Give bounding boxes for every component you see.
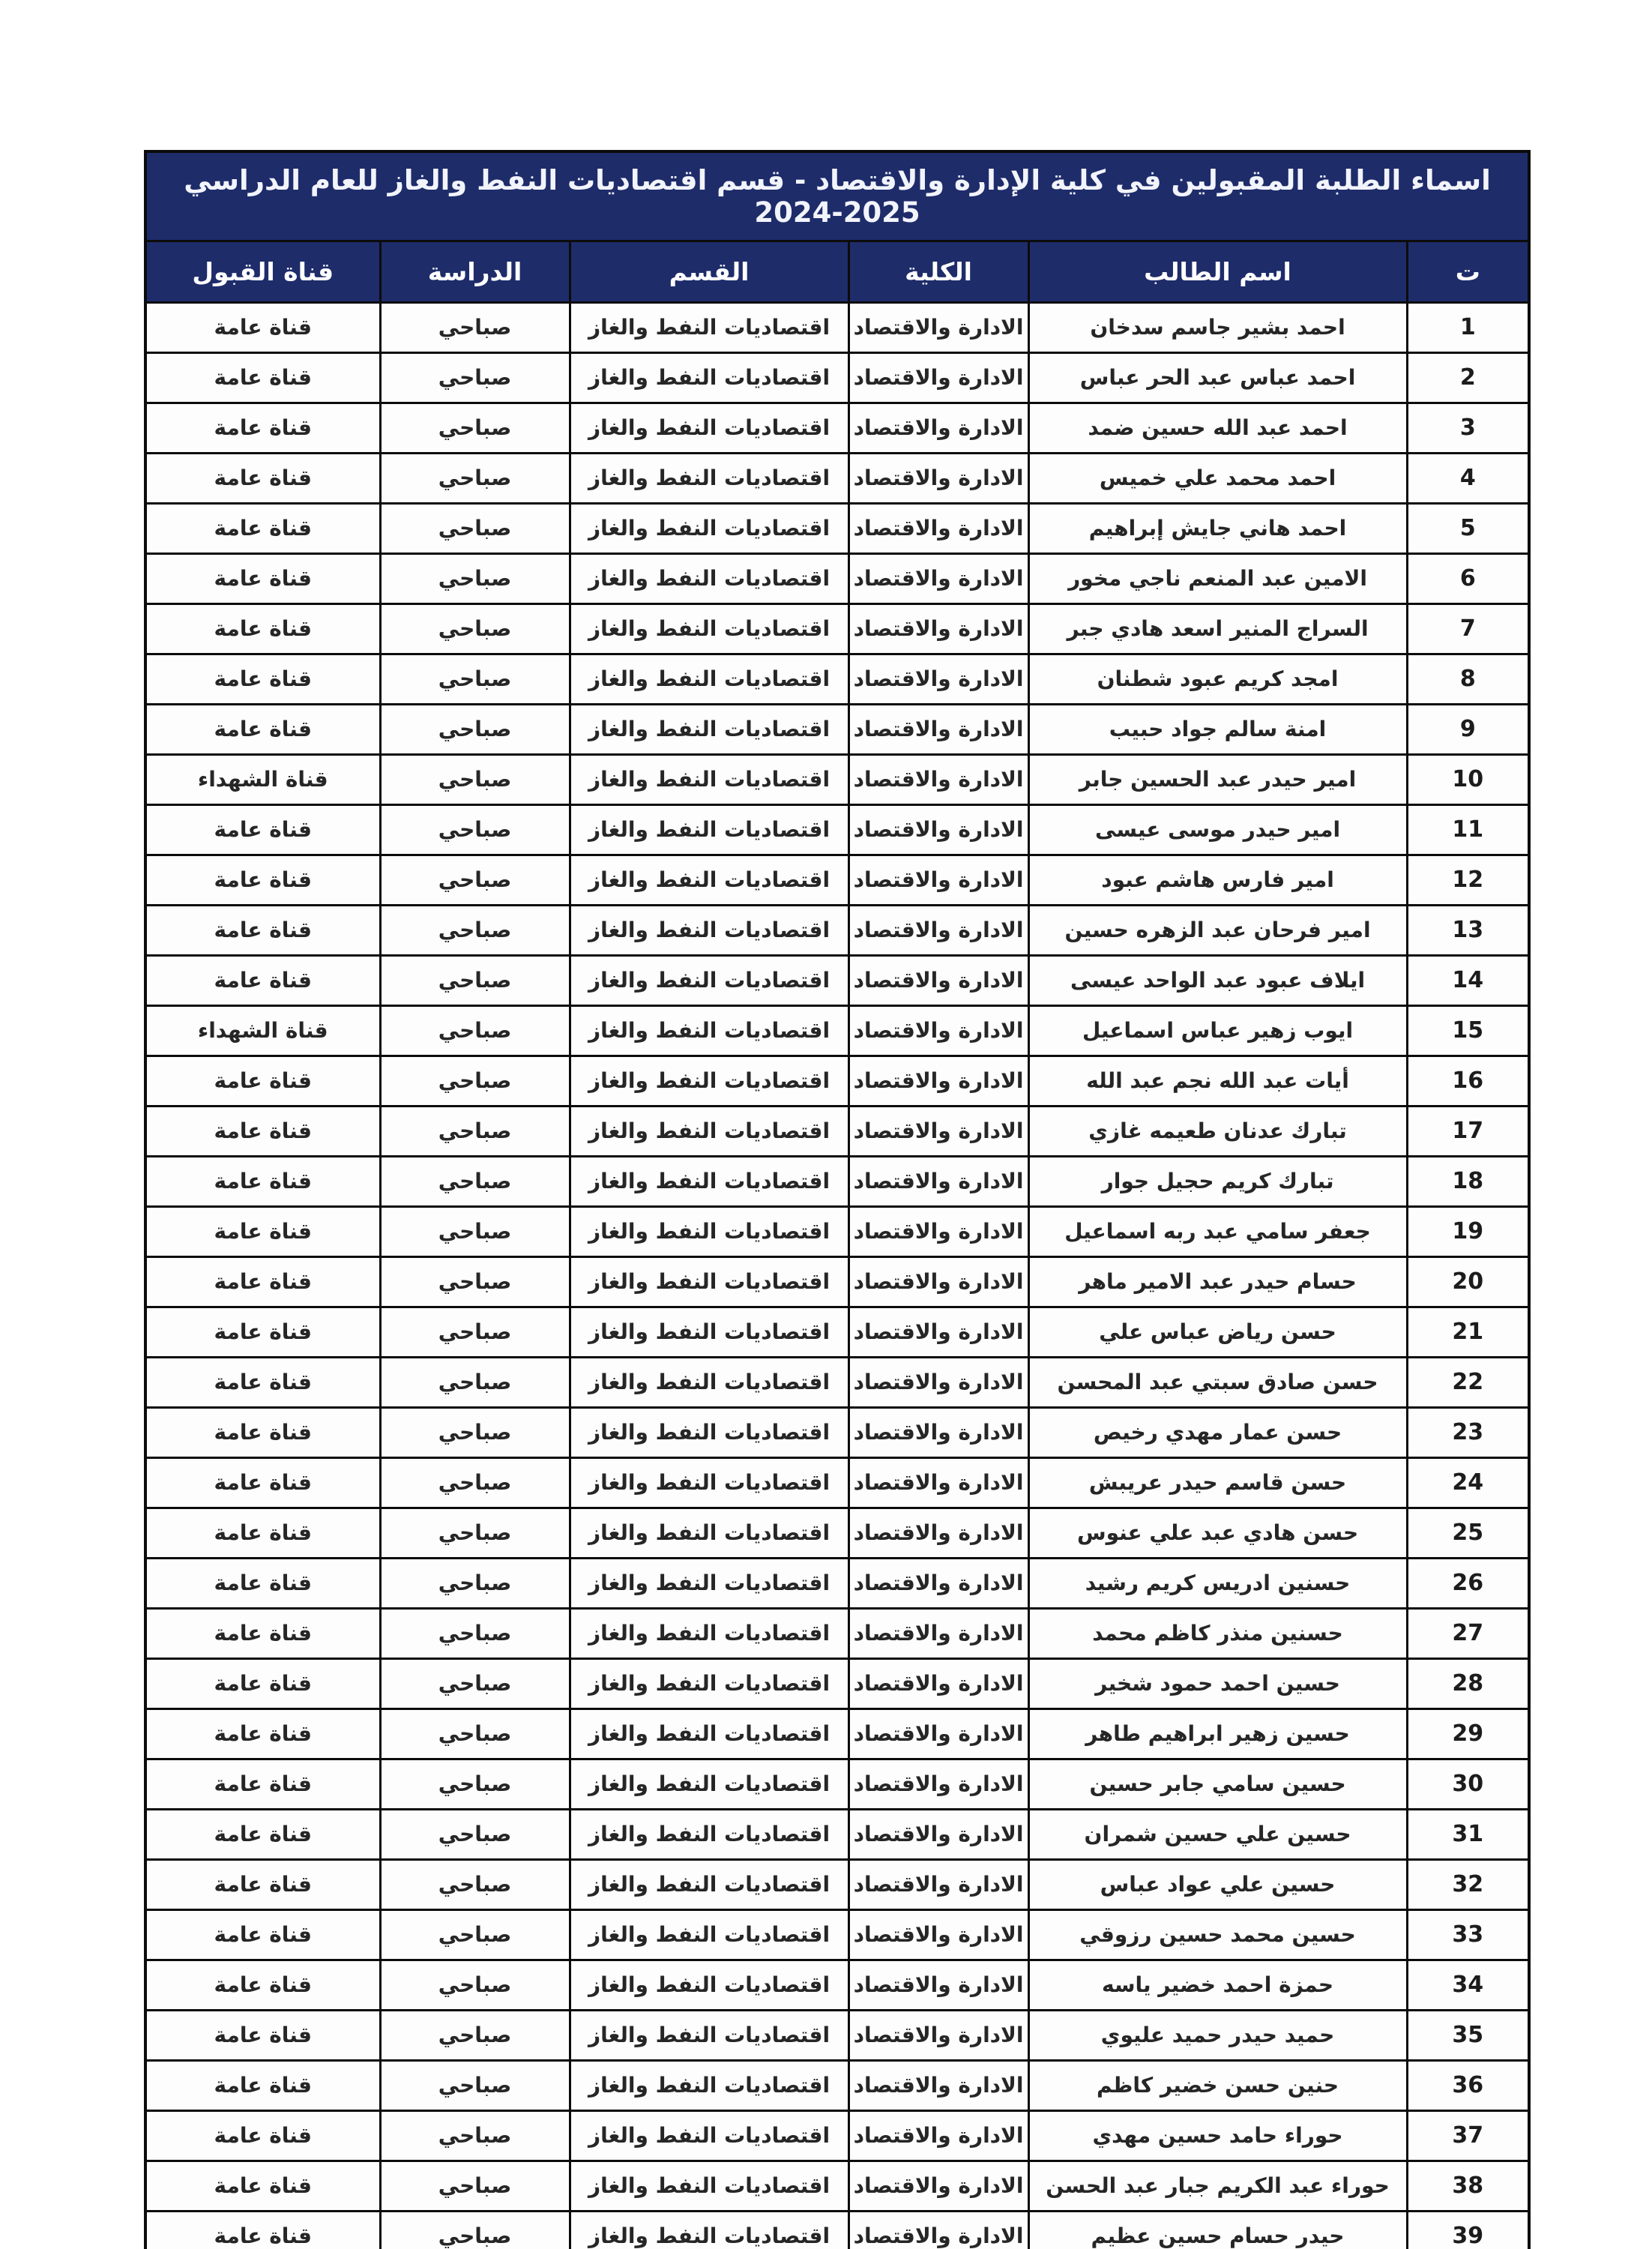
- col-header-student-name: اسم الطالب: [1028, 241, 1407, 303]
- table-row: [145, 504, 1529, 554]
- row-number-cell: 33: [1407, 1910, 1529, 1960]
- table-row: [145, 1910, 1529, 1960]
- row-number-cell: 5: [1407, 504, 1529, 554]
- student-name-cell: احمد عباس عبد الحر عباس: [1028, 353, 1407, 403]
- student-name-cell: ايلاف عبود عبد الواحد عيسى: [1028, 956, 1407, 1006]
- table-row: [145, 1709, 1529, 1759]
- table-row: [145, 1810, 1529, 1860]
- table-row: [145, 855, 1529, 906]
- admission-channel-cell: قناة عامة: [145, 1458, 380, 1508]
- student-name-cell: امجد كريم عبود شطنان: [1028, 654, 1407, 705]
- row-number-cell: 24: [1407, 1458, 1529, 1508]
- college-cell: الادارة والاقتصاد: [848, 1408, 1028, 1458]
- student-name-cell: حسين زهير ابراهيم طاهر: [1028, 1709, 1407, 1759]
- study-cell: صباحي: [380, 1810, 570, 1860]
- table-row: [145, 1408, 1529, 1458]
- department-cell: اقتصاديات النفط والغاز: [570, 1659, 848, 1709]
- table-row: [145, 705, 1529, 755]
- table-row: [145, 2061, 1529, 2111]
- header-row: [145, 241, 1529, 303]
- admission-channel-cell: قناة عامة: [145, 956, 380, 1006]
- study-cell: صباحي: [380, 1759, 570, 1810]
- department-cell: اقتصاديات النفط والغاز: [570, 705, 848, 755]
- department-cell: اقتصاديات النفط والغاز: [570, 1157, 848, 1207]
- table-row: [145, 1107, 1529, 1157]
- college-cell: الادارة والاقتصاد: [848, 2061, 1028, 2111]
- row-number-cell: 14: [1407, 956, 1529, 1006]
- admission-channel-cell: قناة عامة: [145, 1860, 380, 1910]
- department-cell: اقتصاديات النفط والغاز: [570, 1508, 848, 1559]
- table-row: [145, 1157, 1529, 1207]
- table-row: [145, 956, 1529, 1006]
- row-number-cell: 6: [1407, 554, 1529, 604]
- admission-channel-cell: قناة عامة: [145, 604, 380, 654]
- student-name-cell: حسنين ادريس كريم رشيد: [1028, 1559, 1407, 1609]
- college-cell: الادارة والاقتصاد: [848, 1860, 1028, 1910]
- table-row: [145, 604, 1529, 654]
- admission-channel-cell: قناة عامة: [145, 2212, 380, 2249]
- row-number-cell: 28: [1407, 1659, 1529, 1709]
- table-row: [145, 2212, 1529, 2249]
- admission-channel-cell: قناة عامة: [145, 1107, 380, 1157]
- college-cell: الادارة والاقتصاد: [848, 1358, 1028, 1408]
- student-name-cell: حسن قاسم حيدر عريبش: [1028, 1458, 1407, 1508]
- admission-channel-cell: قناة عامة: [145, 1910, 380, 1960]
- department-cell: اقتصاديات النفط والغاز: [570, 1910, 848, 1960]
- table-row: [145, 1759, 1529, 1810]
- study-cell: صباحي: [380, 1257, 570, 1307]
- study-cell: صباحي: [380, 1508, 570, 1559]
- student-name-cell: حسن صادق سبتي عبد المحسن: [1028, 1358, 1407, 1408]
- student-name-cell: احمد عبد الله حسين ضمد: [1028, 403, 1407, 454]
- study-cell: صباحي: [380, 755, 570, 805]
- table-row: [145, 1207, 1529, 1257]
- row-number-cell: 18: [1407, 1157, 1529, 1207]
- admission-channel-cell: قناة عامة: [145, 654, 380, 705]
- student-name-cell: تبارك عدنان طعيمه غازي: [1028, 1107, 1407, 1157]
- department-cell: اقتصاديات النفط والغاز: [570, 805, 848, 855]
- department-cell: اقتصاديات النفط والغاز: [570, 2212, 848, 2249]
- department-cell: اقتصاديات النفط والغاز: [570, 1559, 848, 1609]
- college-cell: الادارة والاقتصاد: [848, 1307, 1028, 1358]
- student-name-cell: حسن هادي عبد علي عنوس: [1028, 1508, 1407, 1559]
- department-cell: اقتصاديات النفط والغاز: [570, 1860, 848, 1910]
- study-cell: صباحي: [380, 1709, 570, 1759]
- study-cell: صباحي: [380, 1458, 570, 1508]
- study-cell: صباحي: [380, 805, 570, 855]
- admission-channel-cell: قناة عامة: [145, 403, 380, 454]
- college-cell: الادارة والاقتصاد: [848, 1910, 1028, 1960]
- study-cell: صباحي: [380, 2061, 570, 2111]
- college-cell: الادارة والاقتصاد: [848, 1810, 1028, 1860]
- row-number-cell: 29: [1407, 1709, 1529, 1759]
- admission-channel-cell: قناة الشهداء: [145, 1006, 380, 1056]
- row-number-cell: 3: [1407, 403, 1529, 454]
- row-number-cell: 20: [1407, 1257, 1529, 1307]
- admission-channel-cell: قناة عامة: [145, 805, 380, 855]
- student-name-cell: امير فرحان عبد الزهره حسين: [1028, 906, 1407, 956]
- student-name-cell: حسنين منذر كاظم محمد: [1028, 1609, 1407, 1659]
- admission-channel-cell: قناة عامة: [145, 1157, 380, 1207]
- department-cell: اقتصاديات النفط والغاز: [570, 755, 848, 805]
- row-number-cell: 8: [1407, 654, 1529, 705]
- department-cell: اقتصاديات النفط والغاز: [570, 1307, 848, 1358]
- admission-channel-cell: قناة عامة: [145, 504, 380, 554]
- college-cell: الادارة والاقتصاد: [848, 2161, 1028, 2212]
- study-cell: صباحي: [380, 1910, 570, 1960]
- col-header-study: الدراسة: [380, 241, 570, 303]
- admission-channel-cell: قناة عامة: [145, 2111, 380, 2161]
- study-cell: صباحي: [380, 1307, 570, 1358]
- row-number-cell: 27: [1407, 1609, 1529, 1659]
- admission-channel-cell: قناة عامة: [145, 1408, 380, 1458]
- col-header-admission-channel: قناة القبول: [145, 241, 380, 303]
- row-number-cell: 10: [1407, 755, 1529, 805]
- row-number-cell: 34: [1407, 1960, 1529, 2011]
- student-name-cell: حسن رياض عباس علي: [1028, 1307, 1407, 1358]
- student-name-cell: حمزة احمد خضير ياسه: [1028, 1960, 1407, 2011]
- student-table-body: [145, 303, 1529, 2249]
- table-row: [145, 1056, 1529, 1107]
- college-cell: الادارة والاقتصاد: [848, 2212, 1028, 2249]
- study-cell: صباحي: [380, 504, 570, 554]
- study-cell: صباحي: [380, 554, 570, 604]
- table-row: [145, 403, 1529, 454]
- row-number-cell: 19: [1407, 1207, 1529, 1257]
- college-cell: الادارة والاقتصاد: [848, 1107, 1028, 1157]
- table-row: [145, 2011, 1529, 2061]
- student-name-cell: حسين علي حسين شمران: [1028, 1810, 1407, 1860]
- table-row: [145, 1508, 1529, 1559]
- college-cell: الادارة والاقتصاد: [848, 1609, 1028, 1659]
- student-name-cell: ايوب زهير عباس اسماعيل: [1028, 1006, 1407, 1056]
- college-cell: الادارة والاقتصاد: [848, 2111, 1028, 2161]
- admission-channel-cell: قناة عامة: [145, 2011, 380, 2061]
- study-cell: صباحي: [380, 654, 570, 705]
- student-name-cell: امير حيدر موسى عيسى: [1028, 805, 1407, 855]
- department-cell: اقتصاديات النفط والغاز: [570, 1408, 848, 1458]
- study-cell: صباحي: [380, 1157, 570, 1207]
- department-cell: اقتصاديات النفط والغاز: [570, 1759, 848, 1810]
- college-cell: الادارة والاقتصاد: [848, 1960, 1028, 2011]
- student-name-cell: امير حيدر عبد الحسين جابر: [1028, 755, 1407, 805]
- table-row: [145, 554, 1529, 604]
- department-cell: اقتصاديات النفط والغاز: [570, 554, 848, 604]
- college-cell: الادارة والاقتصاد: [848, 303, 1028, 353]
- col-header-college: الكلية: [848, 241, 1028, 303]
- college-cell: الادارة والاقتصاد: [848, 504, 1028, 554]
- table-row: [145, 805, 1529, 855]
- department-cell: اقتصاديات النفط والغاز: [570, 1358, 848, 1408]
- department-cell: اقتصاديات النفط والغاز: [570, 1056, 848, 1107]
- college-cell: الادارة والاقتصاد: [848, 855, 1028, 906]
- study-cell: صباحي: [380, 353, 570, 403]
- table-row: [145, 1860, 1529, 1910]
- student-name-cell: احمد بشير جاسم سدخان: [1028, 303, 1407, 353]
- study-cell: صباحي: [380, 2212, 570, 2249]
- student-name-cell: احمد هاني جايش إبراهيم: [1028, 504, 1407, 554]
- department-cell: اقتصاديات النفط والغاز: [570, 1458, 848, 1508]
- row-number-cell: 4: [1407, 454, 1529, 504]
- college-cell: الادارة والاقتصاد: [848, 1207, 1028, 1257]
- department-cell: اقتصاديات النفط والغاز: [570, 1006, 848, 1056]
- col-header-department: القسم: [570, 241, 848, 303]
- row-number-cell: 16: [1407, 1056, 1529, 1107]
- student-name-cell: احمد محمد علي خميس: [1028, 454, 1407, 504]
- student-name-cell: حسين علي عواد عباس: [1028, 1860, 1407, 1910]
- college-cell: الادارة والاقتصاد: [848, 755, 1028, 805]
- college-cell: الادارة والاقتصاد: [848, 1006, 1028, 1056]
- col-header-number: ت: [1407, 241, 1529, 303]
- row-number-cell: 26: [1407, 1559, 1529, 1609]
- college-cell: الادارة والاقتصاد: [848, 403, 1028, 454]
- row-number-cell: 11: [1407, 805, 1529, 855]
- admission-channel-cell: قناة عامة: [145, 1358, 380, 1408]
- table-row: [145, 755, 1529, 805]
- admission-channel-cell: قناة عامة: [145, 705, 380, 755]
- table-row: [145, 1307, 1529, 1358]
- row-number-cell: 38: [1407, 2161, 1529, 2212]
- study-cell: صباحي: [380, 1960, 570, 2011]
- row-number-cell: 21: [1407, 1307, 1529, 1358]
- row-number-cell: 30: [1407, 1759, 1529, 1810]
- admission-channel-cell: قناة عامة: [145, 1960, 380, 2011]
- admission-channel-cell: قناة عامة: [145, 1508, 380, 1559]
- row-number-cell: 13: [1407, 906, 1529, 956]
- row-number-cell: 7: [1407, 604, 1529, 654]
- department-cell: اقتصاديات النفط والغاز: [570, 1257, 848, 1307]
- admission-channel-cell: قناة عامة: [145, 1759, 380, 1810]
- department-cell: اقتصاديات النفط والغاز: [570, 855, 848, 906]
- study-cell: صباحي: [380, 1207, 570, 1257]
- student-name-cell: حسام حيدر عبد الامير ماهر: [1028, 1257, 1407, 1307]
- row-number-cell: 2: [1407, 353, 1529, 403]
- study-cell: صباحي: [380, 855, 570, 906]
- row-number-cell: 1: [1407, 303, 1529, 353]
- college-cell: الادارة والاقتصاد: [848, 1559, 1028, 1609]
- study-cell: صباحي: [380, 1107, 570, 1157]
- study-cell: صباحي: [380, 956, 570, 1006]
- table-row: [145, 303, 1529, 353]
- study-cell: صباحي: [380, 403, 570, 454]
- table-row: [145, 454, 1529, 504]
- table-row: [145, 1559, 1529, 1609]
- table-row: [145, 1659, 1529, 1709]
- college-cell: الادارة والاقتصاد: [848, 1659, 1028, 1709]
- study-cell: صباحي: [380, 303, 570, 353]
- admission-channel-cell: قناة عامة: [145, 1307, 380, 1358]
- study-cell: صباحي: [380, 454, 570, 504]
- college-cell: الادارة والاقتصاد: [848, 454, 1028, 504]
- student-name-cell: حيدر حسام حسين عظيم: [1028, 2212, 1407, 2249]
- college-cell: الادارة والاقتصاد: [848, 956, 1028, 1006]
- student-name-cell: الامين عبد المنعم ناجي مخور: [1028, 554, 1407, 604]
- study-cell: صباحي: [380, 604, 570, 654]
- study-cell: صباحي: [380, 1609, 570, 1659]
- table-row: [145, 1257, 1529, 1307]
- table-row: [145, 2161, 1529, 2212]
- row-number-cell: 23: [1407, 1408, 1529, 1458]
- admission-channel-cell: قناة عامة: [145, 1207, 380, 1257]
- row-number-cell: 32: [1407, 1860, 1529, 1910]
- row-number-cell: 15: [1407, 1006, 1529, 1056]
- college-cell: الادارة والاقتصاد: [848, 906, 1028, 956]
- department-cell: اقتصاديات النفط والغاز: [570, 403, 848, 454]
- college-cell: الادارة والاقتصاد: [848, 353, 1028, 403]
- admission-channel-cell: قناة عامة: [145, 855, 380, 906]
- student-name-cell: حسين محمد حسين رزوقي: [1028, 1910, 1407, 1960]
- department-cell: اقتصاديات النفط والغاز: [570, 1960, 848, 2011]
- department-cell: اقتصاديات النفط والغاز: [570, 353, 848, 403]
- table-row: [145, 1960, 1529, 2011]
- table-row: [145, 654, 1529, 705]
- row-number-cell: 31: [1407, 1810, 1529, 1860]
- department-cell: اقتصاديات النفط والغاز: [570, 2011, 848, 2061]
- college-cell: الادارة والاقتصاد: [848, 1759, 1028, 1810]
- study-cell: صباحي: [380, 1006, 570, 1056]
- college-cell: الادارة والاقتصاد: [848, 1709, 1028, 1759]
- department-cell: اقتصاديات النفط والغاز: [570, 2161, 848, 2212]
- student-name-cell: أيات عبد الله نجم عبد الله: [1028, 1056, 1407, 1107]
- department-cell: اقتصاديات النفط والغاز: [570, 454, 848, 504]
- study-cell: صباحي: [380, 2161, 570, 2212]
- table-row: [145, 906, 1529, 956]
- table-row: [145, 353, 1529, 403]
- department-cell: اقتصاديات النفط والغاز: [570, 1207, 848, 1257]
- college-cell: الادارة والاقتصاد: [848, 1157, 1028, 1207]
- department-cell: اقتصاديات النفط والغاز: [570, 504, 848, 554]
- admission-channel-cell: قناة عامة: [145, 1257, 380, 1307]
- college-cell: الادارة والاقتصاد: [848, 554, 1028, 604]
- admission-channel-cell: قناة عامة: [145, 2061, 380, 2111]
- department-cell: اقتصاديات النفط والغاز: [570, 1709, 848, 1759]
- department-cell: اقتصاديات النفط والغاز: [570, 1810, 848, 1860]
- study-cell: صباحي: [380, 2111, 570, 2161]
- college-cell: الادارة والاقتصاد: [848, 1458, 1028, 1508]
- title-row: [145, 151, 1529, 241]
- row-number-cell: 9: [1407, 705, 1529, 755]
- table-row: [145, 1458, 1529, 1508]
- row-number-cell: 37: [1407, 2111, 1529, 2161]
- department-cell: اقتصاديات النفط والغاز: [570, 1609, 848, 1659]
- college-cell: الادارة والاقتصاد: [848, 1257, 1028, 1307]
- row-number-cell: 36: [1407, 2061, 1529, 2111]
- college-cell: الادارة والاقتصاد: [848, 705, 1028, 755]
- admission-channel-cell: قناة عامة: [145, 454, 380, 504]
- student-name-cell: حسن عمار مهدي رخيص: [1028, 1408, 1407, 1458]
- department-cell: اقتصاديات النفط والغاز: [570, 654, 848, 705]
- table-row: [145, 1609, 1529, 1659]
- department-cell: اقتصاديات النفط والغاز: [570, 604, 848, 654]
- study-cell: صباحي: [380, 1659, 570, 1709]
- admission-channel-cell: قناة الشهداء: [145, 755, 380, 805]
- table-row: [145, 1006, 1529, 1056]
- study-cell: صباحي: [380, 1408, 570, 1458]
- student-name-cell: حميد حيدر حميد عليوي: [1028, 2011, 1407, 2061]
- college-cell: الادارة والاقتصاد: [848, 654, 1028, 705]
- admission-channel-cell: قناة عامة: [145, 2161, 380, 2212]
- row-number-cell: 39: [1407, 2212, 1529, 2249]
- admission-channel-cell: قناة عامة: [145, 1609, 380, 1659]
- admitted-students-table: [144, 150, 1531, 2249]
- table-title: اسماء الطلبة المقبولين في كلية الإدارة والاقتصاد - قسم اقتصاديات النفط والغاز للعام الدراسي 2025-2024: [145, 151, 1529, 241]
- student-name-cell: حوراء حامد حسين مهدي: [1028, 2111, 1407, 2161]
- admission-channel-cell: قناة عامة: [145, 1709, 380, 1759]
- row-number-cell: 35: [1407, 2011, 1529, 2061]
- admission-channel-cell: قناة عامة: [145, 1056, 380, 1107]
- college-cell: الادارة والاقتصاد: [848, 604, 1028, 654]
- admission-channel-cell: قناة عامة: [145, 353, 380, 403]
- admission-channel-cell: قناة عامة: [145, 554, 380, 604]
- row-number-cell: 17: [1407, 1107, 1529, 1157]
- department-cell: اقتصاديات النفط والغاز: [570, 2111, 848, 2161]
- student-name-cell: تبارك كريم حجيل جوار: [1028, 1157, 1407, 1207]
- row-number-cell: 22: [1407, 1358, 1529, 1408]
- study-cell: صباحي: [380, 1358, 570, 1408]
- admission-channel-cell: قناة عامة: [145, 1559, 380, 1609]
- department-cell: اقتصاديات النفط والغاز: [570, 906, 848, 956]
- admission-channel-cell: قناة عامة: [145, 1659, 380, 1709]
- study-cell: صباحي: [380, 906, 570, 956]
- study-cell: صباحي: [380, 2011, 570, 2061]
- student-name-cell: جعفر سامي عبد ربه اسماعيل: [1028, 1207, 1407, 1257]
- study-cell: صباحي: [380, 1559, 570, 1609]
- row-number-cell: 25: [1407, 1508, 1529, 1559]
- student-name-cell: امنة سالم جواد حبيب: [1028, 705, 1407, 755]
- student-name-cell: حسين احمد حمود شخير: [1028, 1659, 1407, 1709]
- row-number-cell: 12: [1407, 855, 1529, 906]
- admission-channel-cell: قناة عامة: [145, 906, 380, 956]
- student-name-cell: السراج المنير اسعد هادي جبر: [1028, 604, 1407, 654]
- study-cell: صباحي: [380, 1056, 570, 1107]
- department-cell: اقتصاديات النفط والغاز: [570, 2061, 848, 2111]
- study-cell: صباحي: [380, 1860, 570, 1910]
- college-cell: الادارة والاقتصاد: [848, 805, 1028, 855]
- college-cell: الادارة والاقتصاد: [848, 2011, 1028, 2061]
- college-cell: الادارة والاقتصاد: [848, 1056, 1028, 1107]
- table-row: [145, 2111, 1529, 2161]
- study-cell: صباحي: [380, 705, 570, 755]
- department-cell: اقتصاديات النفط والغاز: [570, 956, 848, 1006]
- table-row: [145, 1358, 1529, 1408]
- department-cell: اقتصاديات النفط والغاز: [570, 1107, 848, 1157]
- student-name-cell: حسين سامي جابر حسين: [1028, 1759, 1407, 1810]
- department-cell: اقتصاديات النفط والغاز: [570, 303, 848, 353]
- college-cell: الادارة والاقتصاد: [848, 1508, 1028, 1559]
- student-name-cell: حوراء عبد الكريم جبار عبد الحسن: [1028, 2161, 1407, 2212]
- admission-channel-cell: قناة عامة: [145, 303, 380, 353]
- student-name-cell: حنين حسن خضير كاظم: [1028, 2061, 1407, 2111]
- student-name-cell: امير فارس هاشم عبود: [1028, 855, 1407, 906]
- admission-channel-cell: قناة عامة: [145, 1810, 380, 1860]
